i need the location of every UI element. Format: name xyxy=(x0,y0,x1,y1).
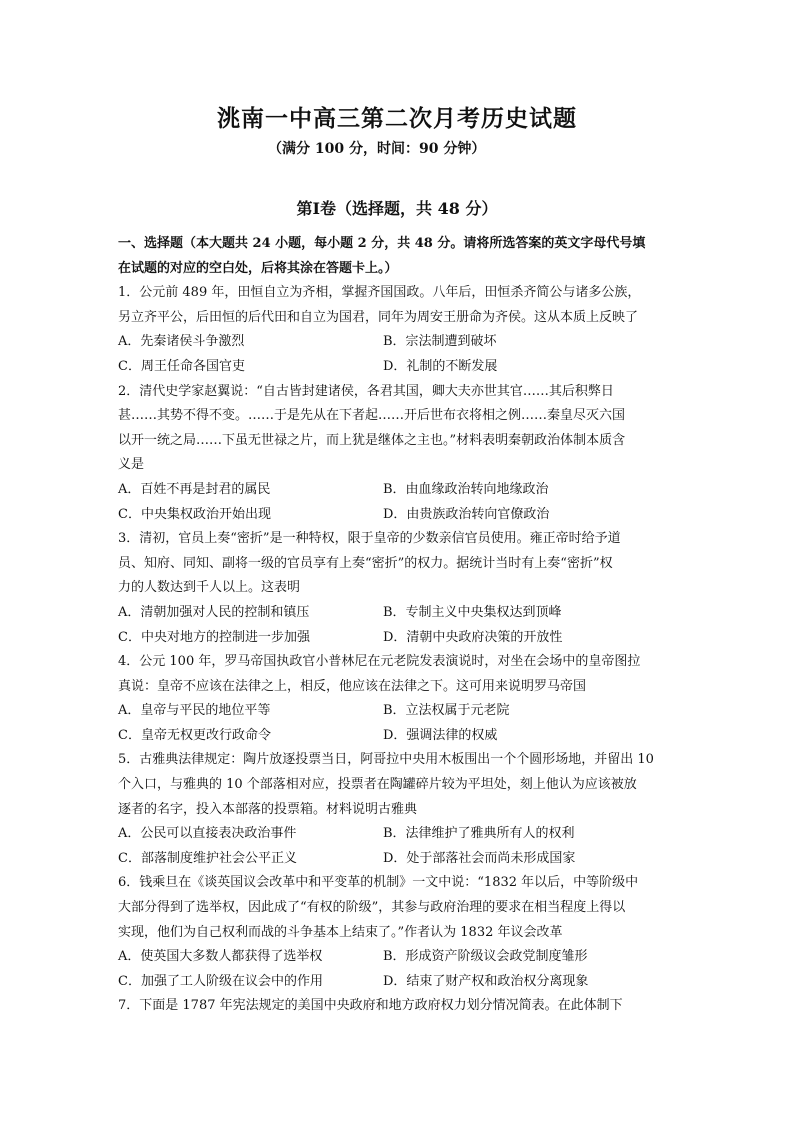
option-c: C．中央对地方的控制进一步加强 xyxy=(118,629,310,645)
question-text: 员、知府、同知、副将一级的官员享有上奏“密折”的权力。据统计当时有上奏“密折”权 xyxy=(118,555,613,571)
question-text: 逐者的名字，投入本部落的投票箱。材料说明古雅典 xyxy=(118,801,418,817)
option-b: B．由血缘政治转向地缘政治 xyxy=(383,481,549,497)
option-d: D．清朝中央政府决策的开放性 xyxy=(383,629,563,645)
option-a: A．先秦诸侯斗争激烈 xyxy=(118,334,245,350)
option-a: A．使英国大多数人都获得了选举权 xyxy=(118,949,323,965)
options-row xyxy=(118,945,678,970)
exam-body xyxy=(118,232,678,1019)
question-text: 2．清代史学家赵翼说：“自古皆封建诸侯，各君其国，卿大夫亦世其官……其后积弊日 xyxy=(118,383,614,399)
question-text: 5．古雅典法律规定：陶片放逐投票当日，阿哥拉中央用木板围出一个个圆形场地，并留出 10 xyxy=(118,752,654,768)
option-a: A．清朝加强对人民的控制和镇压 xyxy=(118,604,310,620)
option-a: A．皇帝与平民的地位平等 xyxy=(118,703,271,719)
question-1 xyxy=(118,281,678,379)
options-row xyxy=(118,601,678,626)
options-row xyxy=(118,970,678,995)
options-row xyxy=(118,330,678,355)
question-6 xyxy=(118,871,678,994)
option-d: D．处于部落社会而尚未形成国家 xyxy=(383,850,576,866)
option-b: B．宗法制遭到破坏 xyxy=(383,334,497,350)
option-d: D．由贵族政治转向官僚政治 xyxy=(383,506,550,522)
options-row xyxy=(118,503,678,528)
question-text: 义是 xyxy=(118,457,145,473)
options-row xyxy=(118,626,678,651)
page-title: 洮南一中高三第二次月考历史试题 xyxy=(217,105,577,132)
question-3 xyxy=(118,527,678,650)
question-5 xyxy=(118,748,678,871)
instructions-line: 一、选择题（本大题共 24 小题，每小题 2 分，共 48 分。请将所选答案的英文字母代号填 xyxy=(118,236,646,251)
option-c: C．皇帝无权更改行政命令 xyxy=(118,727,271,743)
instructions-line: 在试题的对应的空白处，后将其涂在答题卡上。） xyxy=(118,260,398,276)
options-row xyxy=(118,822,678,847)
option-b: B．立法权属于元老院 xyxy=(383,703,510,719)
option-a: A．百姓不再是封君的属民 xyxy=(118,481,271,497)
section-title: 第Ⅰ卷（选择题，共 48 分） xyxy=(296,199,498,218)
option-a: A．公民可以直接表决政治事件 xyxy=(118,826,297,842)
question-text: 4．公元 100 年，罗马帝国执政官小普林尼在元老院发表演说时，对坐在会场中的皇帝图拉 xyxy=(118,654,641,670)
question-4 xyxy=(118,650,678,748)
question-text: 3．清初，官员上奏“密折”是一种特权，限于皇帝的少数亲信官员使用。雍正帝时给予道 xyxy=(118,531,621,547)
question-text: 6．钱乘旦在《谈英国议会改革中和平变革的机制》一文中说：“1832 年以后，中等阶级中 xyxy=(118,875,639,891)
question-text: 1．公元前 489 年，田恒自立为齐相，掌握齐国国政。八年后，田恒杀齐简公与诸多公族， xyxy=(118,285,641,301)
options-row xyxy=(118,699,678,724)
question-text: 7．下面是 1787 年宪法规定的美国中央政府和地方政府权力划分情况简表。在此体制下 xyxy=(118,998,623,1014)
question-text: 另立齐平公，后田恒的后代田和自立为国君，同年为周安王册命为齐侯。这从本质上反映了 xyxy=(118,309,639,325)
question-text: 力的人数达到千人以上。这表明 xyxy=(118,580,301,596)
question-7 xyxy=(118,994,678,1019)
option-c: C．周王任命各国官吏 xyxy=(118,358,245,374)
question-2 xyxy=(118,380,678,528)
option-b: B．法律维护了雅典所有人的权利 xyxy=(383,826,575,842)
exam-subtitle: （满分 100 分，时间：90 分钟） xyxy=(268,141,486,157)
options-row xyxy=(118,724,678,749)
option-b: B．专制主义中央集权达到顶峰 xyxy=(383,604,562,620)
question-text: 真说：皇帝不应该在法律之上，相反，他应该在法律之下。这可用来说明罗马帝国 xyxy=(118,678,587,694)
option-d: D．强调法律的权威 xyxy=(383,727,498,743)
options-row xyxy=(118,847,678,872)
option-c: C．部落制度维护社会公平正义 xyxy=(118,850,297,866)
option-c: C．加强了工人阶级在议会中的作用 xyxy=(118,973,323,989)
options-row xyxy=(118,355,678,380)
option-d: D．结束了财产权和政治权分离现象 xyxy=(383,973,589,989)
options-row xyxy=(118,478,678,503)
option-b: B．形成资产阶级议会政党制度雏形 xyxy=(383,949,588,965)
question-text: 以开一统之局……下虽无世禄之片，而上犹是继体之主也。”材料表明秦朝政治体制本质含 xyxy=(118,432,626,448)
question-text: 大部分得到了选举权，因此成了“有权的阶级”，其参与政府治理的要求在相当程度上得以 xyxy=(118,900,626,916)
question-text: 个入口，与雅典的 10 个部落相对应，投票者在陶罐碎片较为平坦处，刻上他认为应该被放 xyxy=(118,777,637,793)
option-c: C．中央集权政治开始出现 xyxy=(118,506,271,522)
question-text: 甚……其势不得不变。……于是先从在下者起……开后世布衣将相之例……秦皇尽灭六国 xyxy=(118,408,626,424)
question-text: 实现，他们为自己权利而战的斗争基本上结束了。”作者认为 1832 年议会改革 xyxy=(118,924,563,940)
option-d: D．礼制的不断发展 xyxy=(383,358,498,374)
